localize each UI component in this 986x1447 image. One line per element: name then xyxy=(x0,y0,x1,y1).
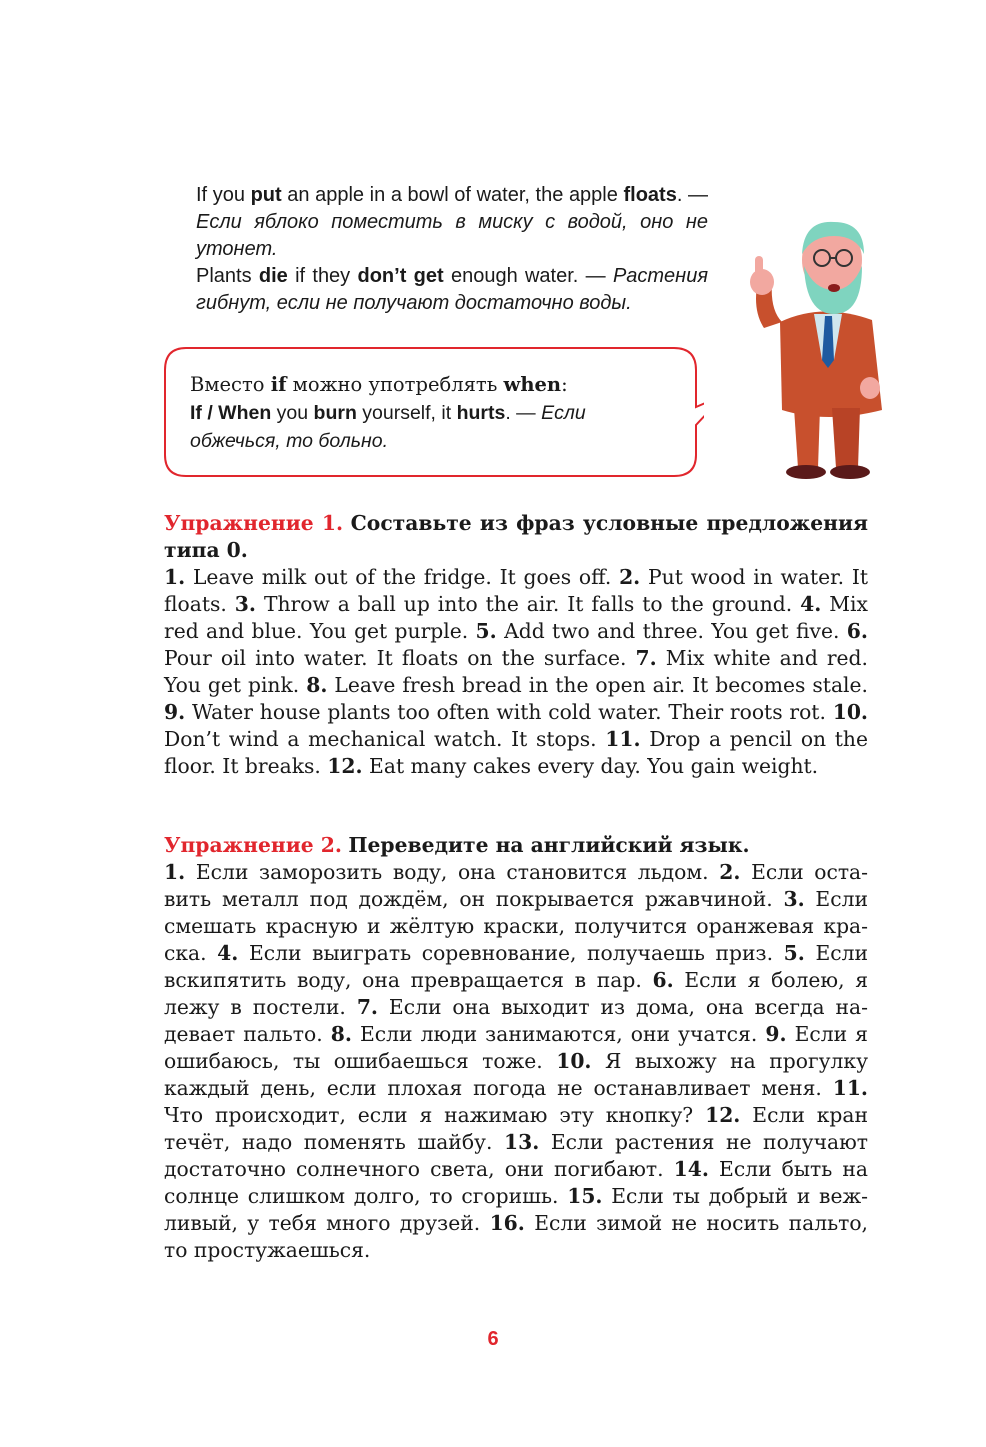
grammar-examples xyxy=(196,182,708,317)
exercise-2-heading: Упражнение 2. Переведите на английский язык. xyxy=(164,833,750,857)
exercise-1-items: 1. Leave milk out of the fridge. It goes off. 2. Put wood in water. It floats. 3. Throw a ball up into the air. It falls to the ground. 4. Mix red and blue. You get purple. 5. Add two and three. You get five. 6. Pour oil into water. It floats on the surface. 7. Mix white and red. You get pink. 8. Leave fresh bread in the open air. It becomes stale. 9. Water house plants too often with cold water. Their roots rot. 10. Don’t wind a mechanical watch. It stops. 11. Drop a pencil on the floor. It breaks. 12. Eat many cakes every day. You gain weight. xyxy=(164,565,868,778)
example-1: If you put an apple in a bowl of water, the apple floats. — Если яблоко поместить в миску с водой, оно не утонет. xyxy=(196,184,708,260)
exercise-1 xyxy=(164,510,868,780)
exercise-2-items: 1. Если заморозить воду, она становится льдом. 2. Если остaвить металл под дождём, он покрывается ржавчиной. 3. Если смешать красную и жёлтую краски, получится оранжевая краска. 4. Если выиграть соревнование, получаешь приз. 5. Если вскипятить воду, она превращается в пар. 6. Если я болею, я лежу в постели. 7. Если она выходит из дома, она всегда надевает пальто. 8. Если люди занимаются, они учатся. 9. Если я ошибаюсь, ты ошибаешься тоже. 10. Я выхожу на прогулку каждый день, если плохая погода не останавливает меня. 11. Что происходит, если я нажимаю эту кнопку? 12. Если кран течёт, надо поменять шайбу. 13. Если растения не получают достаточно солнечного света, они погибают. 14. Если быть на солнце слишком долго, то сгоришь. 15. Если ты добрый и вежливый, у тебя много друзей. 16. Если зимой не носить пальто, то простужаешься. xyxy=(164,860,869,1262)
example-2: Plants die if they don’t get enough water. — Растения гибнут, если не получают достаточно воды. xyxy=(196,265,708,314)
exercise-2 xyxy=(164,832,868,1264)
note-speech-bubble xyxy=(164,347,698,477)
professor-illustration xyxy=(722,210,922,490)
note-text xyxy=(190,371,660,455)
note-example: If / When you burn yourself, it hurts. — Если обжечься, то больно. xyxy=(190,402,586,452)
exercise-1-heading: Упражнение 1. Составьте из фраз условные предложения типа 0. xyxy=(164,511,868,562)
note-line-1: Вместо if можно употреблять when: xyxy=(190,373,568,396)
page-number: 6 xyxy=(487,1328,499,1350)
